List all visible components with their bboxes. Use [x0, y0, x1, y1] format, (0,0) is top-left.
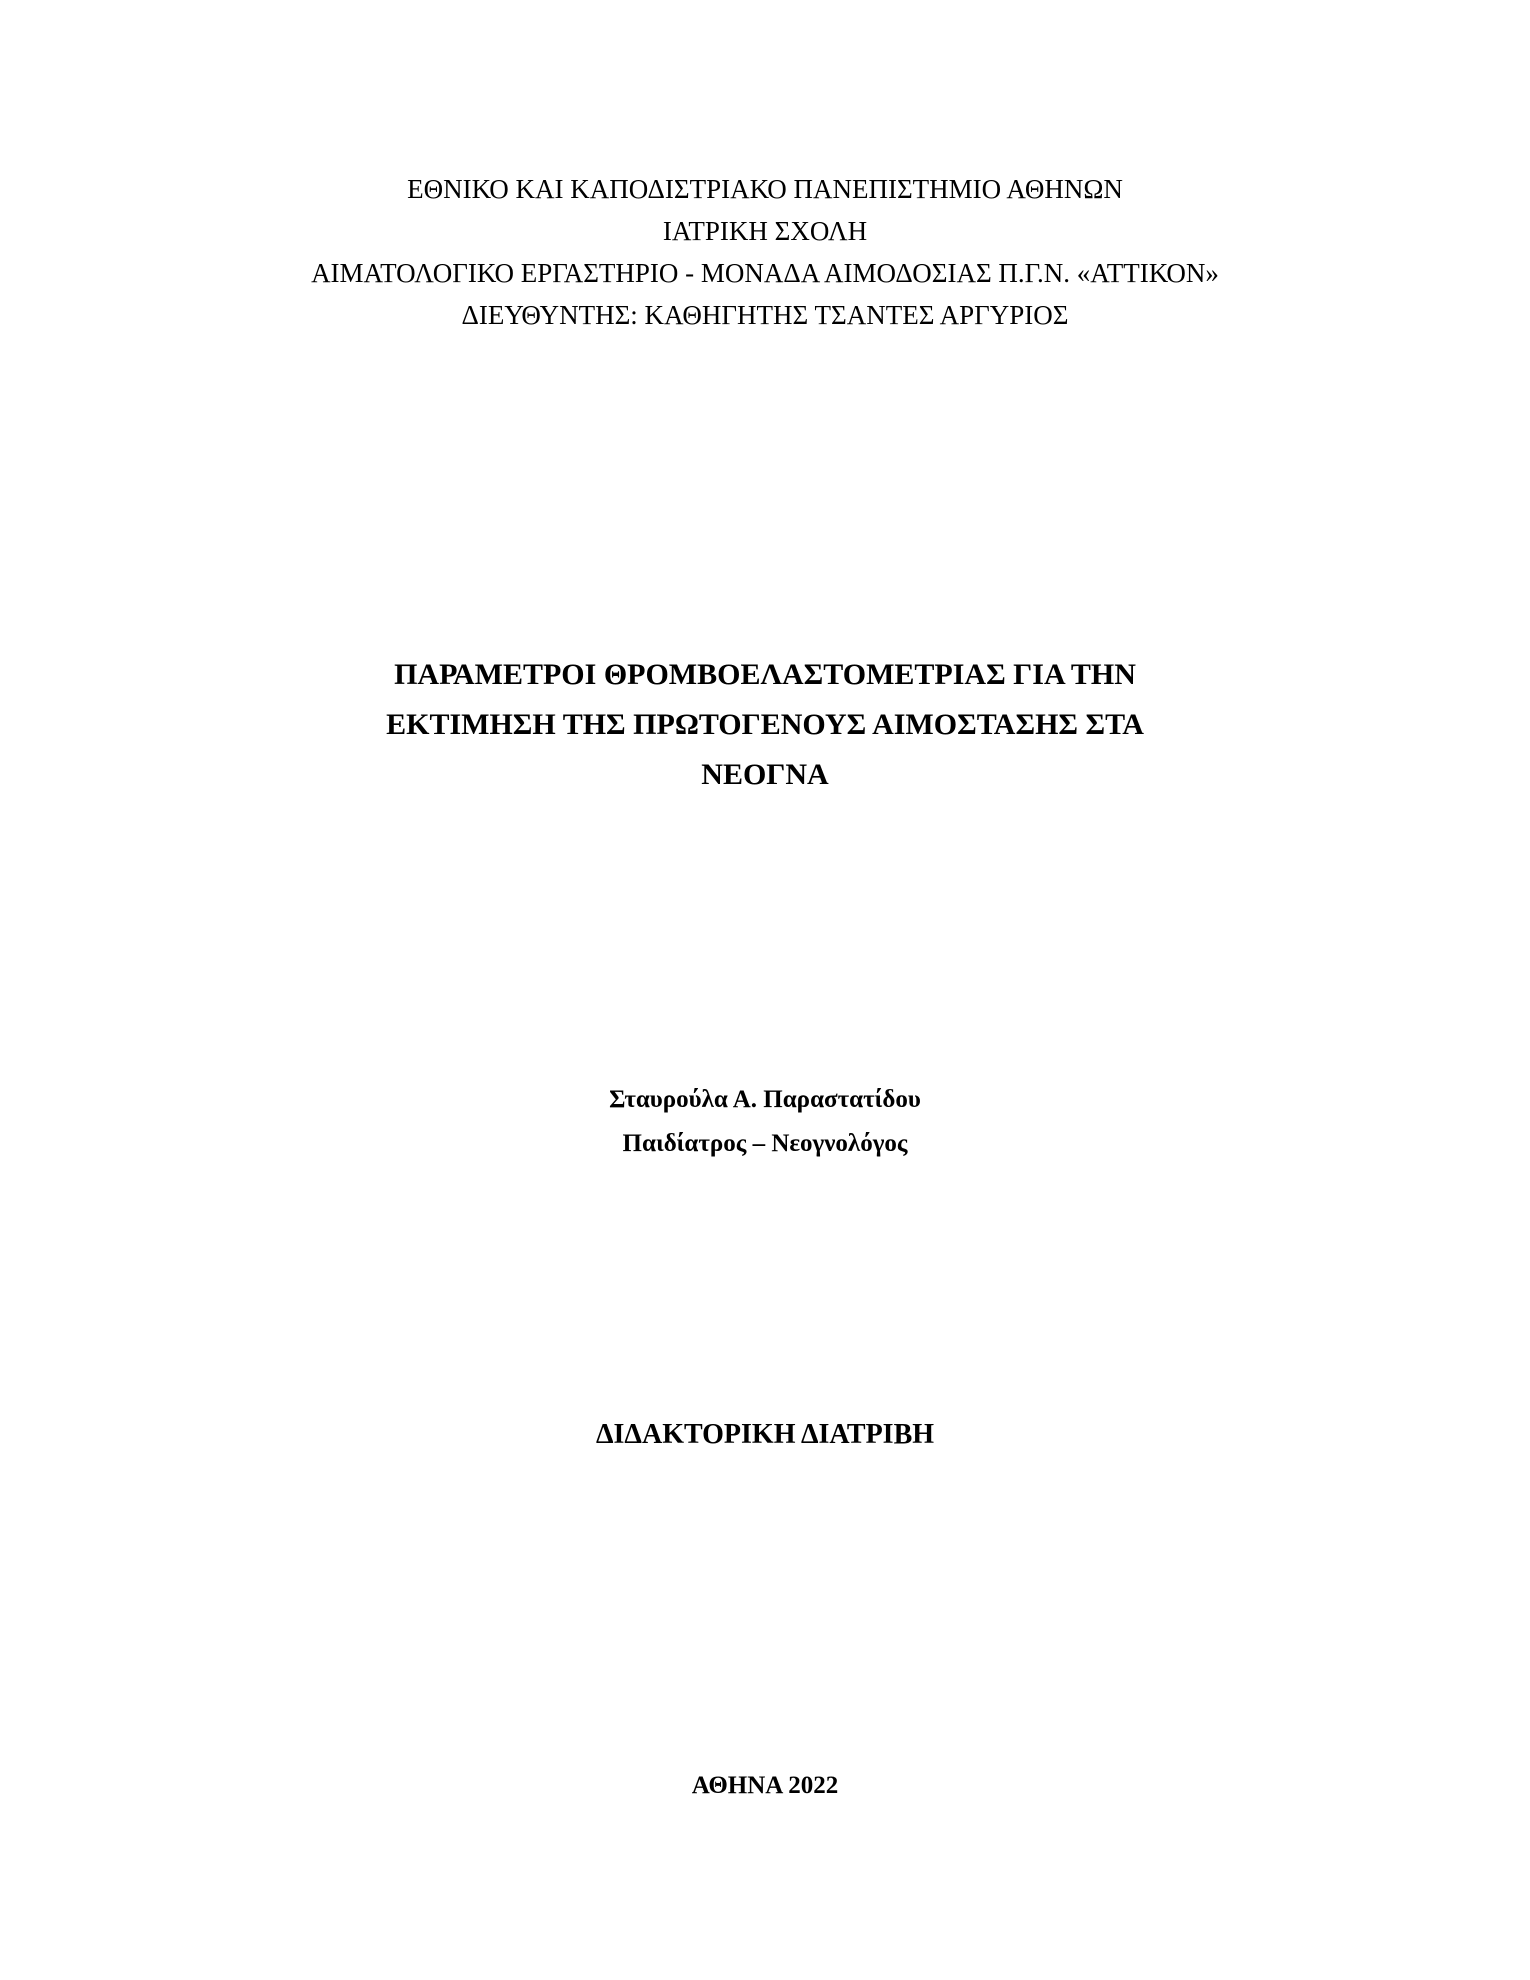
director-line: ΔΙΕΥΘΥΝΤΗΣ: ΚΑΘΗΓΗΤΗΣ ΤΣΑΝΤΕΣ ΑΡΓΥΡΙΟΣ: [461, 300, 1069, 330]
author-block: [0, 1078, 1530, 1166]
laboratory-name: ΑΙΜΑΤΟΛΟΓΙΚΟ ΕΡΓΑΣΤΗΡΙΟ - ΜΟΝΑΔΑ ΑΙΜΟΔΟΣΙΑΣ Π.Γ.Ν. «ΑΤΤΙΚΟΝ»: [311, 258, 1219, 288]
thesis-type-block: [0, 1413, 1530, 1457]
institution-header: [0, 168, 1530, 336]
title-line-1: ΠΑΡΑΜΕΤΡΟΙ ΘΡΟΜΒΟΕΛΑΣΤΟΜΕΤΡΙΑΣ ΓΙΑ ΤΗΝ: [394, 658, 1136, 691]
author-role: Παιδίατρος – Νεογνολόγος: [622, 1130, 908, 1157]
thesis-title: [0, 650, 1530, 800]
school-name: ΙΑΤΡΙΚΗ ΣΧΟΛΗ: [662, 216, 868, 246]
footer-block: [0, 1766, 1530, 1806]
thesis-type: ΔΙΔΑΚΤΟΡΙΚΗ ΔΙΑΤΡΙΒΗ: [595, 1419, 935, 1450]
place-year: ΑΘΗΝΑ 2022: [691, 1772, 839, 1799]
title-line-3: ΝΕΟΓΝΑ: [701, 758, 829, 791]
title-line-2: ΕΚΤΙΜΗΣΗ ΤΗΣ ΠΡΩΤΟΓΕΝΟΥΣ ΑΙΜΟΣΤΑΣΗΣ ΣΤΑ: [386, 708, 1144, 741]
author-name: Σταυρούλα Α. Παραστατίδου: [609, 1086, 921, 1113]
university-name: ΕΘΝΙΚΟ ΚΑΙ ΚΑΠΟΔΙΣΤΡΙΑΚΟ ΠΑΝΕΠΙΣΤΗΜΙΟ ΑΘΗΝΩΝ: [407, 174, 1123, 204]
